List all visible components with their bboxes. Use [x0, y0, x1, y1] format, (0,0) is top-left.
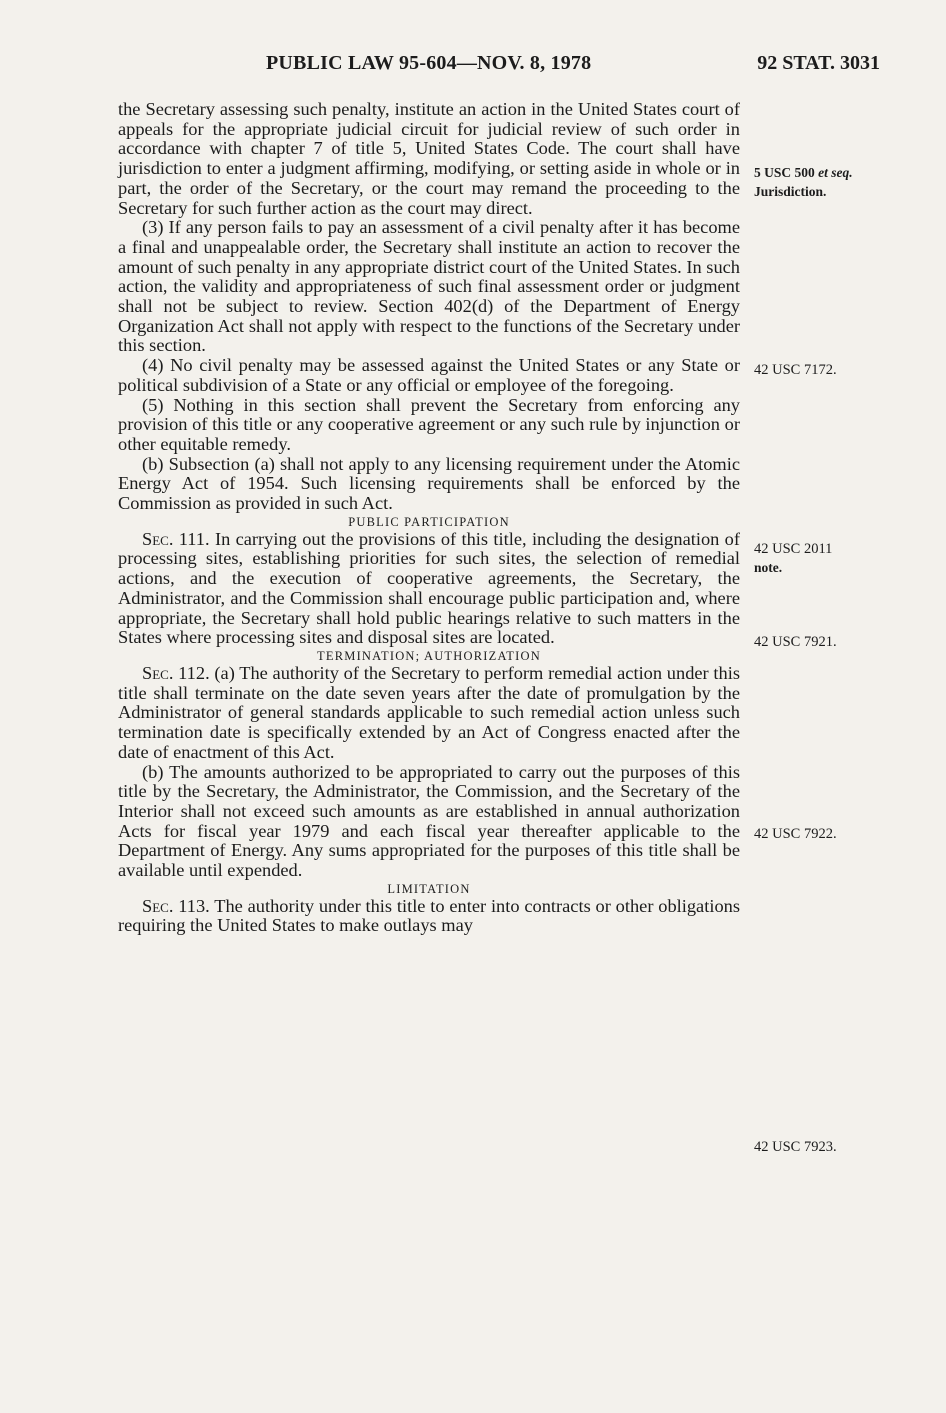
paragraph-a5: (5) Nothing in this section shall prevent the Secretary from enforcing any provision of this title or any cooperative agreement or any such rule by injunction or other equitable remedy.	[118, 394, 740, 454]
heading-termination-authorization: TERMINATION; AUTHORIZATION	[317, 648, 541, 663]
margin-note-note: note.	[754, 560, 783, 575]
margin-note-5usc500	[754, 164, 853, 182]
heading-limitation: LIMITATION	[387, 881, 471, 896]
margin-note-42usc2011: 42 USC 2011	[754, 541, 833, 557]
section-111-text: In carrying out the provisions of this title, including the designation of processing sites, establishing priorities for such sites, the selection of remedial actions, and the execution of cooperative agreements, the Secretary, the Administrator, and the Commission shall encourage public participation and, where appropriate, the Secretary shall hold public hearings relative to such matters in the States where processing sites and disposal sites are located.	[118, 528, 741, 648]
body-text	[118, 100, 740, 936]
heading-public-participation: PUBLIC PARTICIPATION	[348, 514, 510, 529]
section-112a-text: (a) The authority of the Secretary to perform remedial action under this title shall terminate on the date seven years after the date of promulgation by the Administrator of general standards applicable to such remedial action unless such termination date is specifically extended by an Act of Congress enacted after the date of enactment of this Act.	[118, 662, 740, 762]
margin-note-42usc7922: 42 USC 7922.	[754, 826, 837, 842]
section-113	[118, 897, 740, 936]
section-113-label: Sec. 113.	[142, 895, 210, 916]
section-112b: (b) The amounts authorized to be appropriated to carry out the purposes of this title by the Secretary, the Administrator, the Commission, and the Secretary of the Interior shall not exceed such amounts as are established in annual authorization Acts for fiscal year 1979 and each fiscal year thereafter applicable to the Department of Energy. Any sums appropriated for the purposes of this title shall be available until expended.	[118, 761, 740, 881]
section-111-label: Sec. 111.	[142, 528, 210, 549]
margin-note-jurisdiction: Jurisdiction.	[754, 184, 827, 199]
margin-note-5usc500-cite: 5 USC 500	[754, 165, 819, 180]
paragraph-a3: (3) If any person fails to pay an assessment of a civil penalty after it has become a final and unappealable order, the Secretary shall institute an action to recover the amount of such penalty in any appropriate district court of the United States. In such action, the validity and appropriateness of such final assessment order or judgment shall not be subject to review. Section 402(d) of the Department of Energy Organization Act shall not apply with respect to the functions of the Secretary under this section.	[118, 217, 740, 356]
law-title: PUBLIC LAW 95-604—NOV. 8, 1978	[266, 52, 592, 74]
margin-note-42usc7921: 42 USC 7921.	[754, 634, 837, 650]
paragraph-b: (b) Subsection (a) shall not apply to any licensing requirement under the Atomic Energy Act of 1954. Such licensing requirements shall be enforced by the Commission as provided in such Act.	[118, 453, 740, 514]
margin-note-et-seq: et seq.	[818, 165, 853, 180]
statute-citation: 92 STAT. 3031	[757, 52, 880, 74]
margin-note-42usc7172: 42 USC 7172.	[754, 362, 837, 378]
section-111	[118, 530, 740, 648]
section-112a	[118, 664, 740, 763]
margin-note-42usc7923: 42 USC 7923.	[754, 1139, 837, 1155]
running-header	[118, 52, 880, 80]
section-113-text: The authority under this title to enter into contracts or other obligations requiring the United States to make outlays may	[118, 895, 740, 936]
paragraph-continuation: the Secretary assessing such penalty, institute an action in the United States court of appeals for the appropriate judicial circuit for judicial review of such order in accordance with chapter 7 of title 5, United States Code. The court shall have jurisdiction to enter a judgment affirming, modifying, or setting aside in whole or in part, the order of the Secretary, or the court may remand the proceeding to the Secretary for such further action as the court may direct.	[118, 99, 740, 218]
paragraph-a4: (4) No civil penalty may be assessed against the United States or any State or political subdivision of a State or any official or employee of the foregoing.	[118, 355, 740, 395]
section-112-label: Sec. 112.	[142, 662, 210, 683]
